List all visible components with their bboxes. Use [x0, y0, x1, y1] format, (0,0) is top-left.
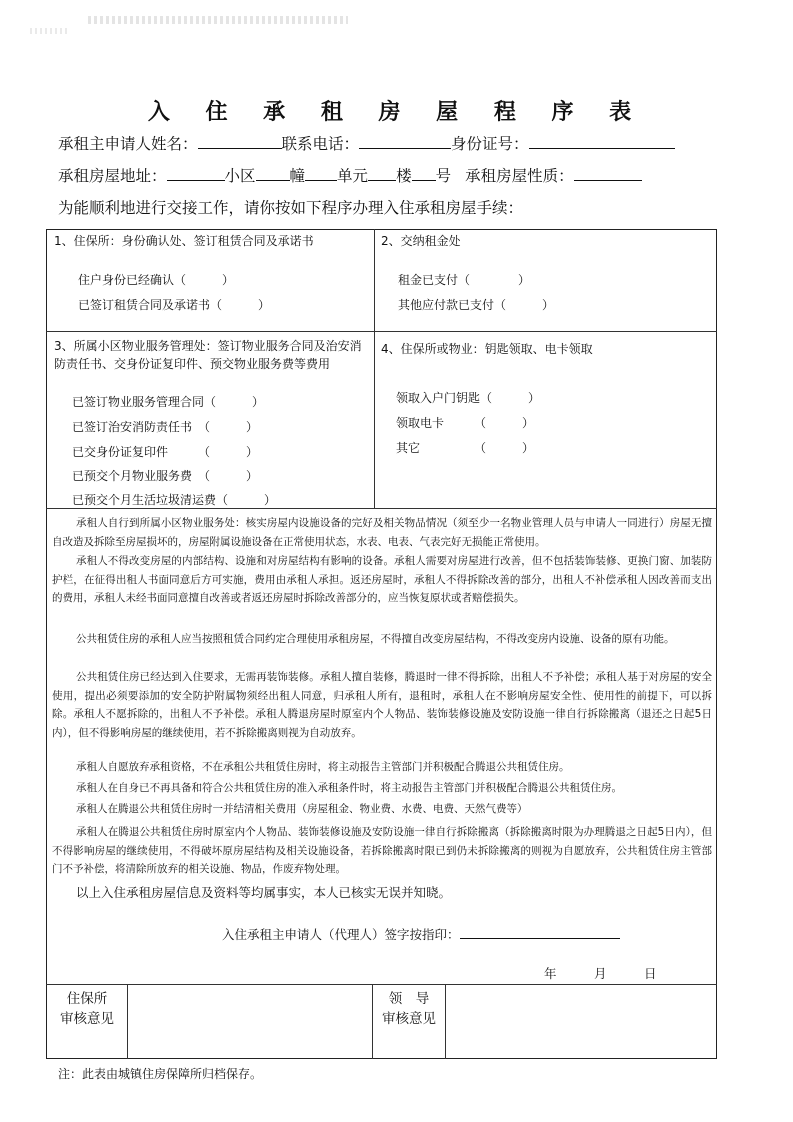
section-2-heading: 2、交纳租金处 — [381, 234, 461, 248]
review-label-line: 审核意见 — [60, 1011, 114, 1027]
leader-review-field[interactable] — [446, 985, 716, 1058]
nature-field[interactable] — [574, 166, 642, 181]
floor-field[interactable] — [368, 166, 396, 181]
number-field[interactable] — [412, 166, 436, 181]
phone-label: 联系电话： — [281, 135, 360, 153]
date-day-label: 日 — [644, 966, 657, 981]
terms-paragraph: 公共租赁住房已经达到入住要求，无需再装饰装修。承租人擅自装修，腾退时一律不得拆除，出租人不予补偿；承租人基于对房屋的安全使用，提出必须要添加的安全防护附属物须经出租人同意，归承租人所有，退租时，承租人在不影响房屋安全性、使用性的前提下，可以拆除。承租人不愿拆除的，出租人不予补偿。承租人腾退房屋时原室内个人物品、装饰装修设施及安防设施一律自行拆除搬离（退还之日起5日内），但不得影响房屋的继续使用，若不拆除搬离则视为自动放弃。 — [52, 671, 712, 739]
scan-noise — [88, 16, 348, 24]
address-label: 承租房屋地址： — [58, 167, 167, 185]
lease-signed-item: 已签订租赁合同及承诺书（ ） — [78, 298, 271, 312]
page-title: 入 住 承 租 房 屋 程 序 表 — [147, 99, 646, 125]
table-divider — [374, 229, 375, 508]
other-payments-item: 其他应付款已支付（ ） — [398, 298, 555, 312]
property-contract-item: 已签订物业服务管理合同（ ） — [72, 395, 265, 409]
section-4-heading: 4、住保所或物业：钥匙领取、电卡领取 — [381, 342, 593, 356]
review-label-line: 领 导 — [388, 991, 430, 1007]
id-number-field[interactable] — [529, 134, 675, 149]
signature-label: 入住承租主申请人（代理人）签字按指印： — [222, 927, 460, 942]
terms-paragraph: 承租人在腾退公共租赁住房时一并结清相关费用（房屋租金、物业费、水费、电费、天然气费等） — [76, 803, 528, 815]
address-line — [58, 164, 642, 186]
community-label: 小区 — [224, 167, 256, 185]
unit-field[interactable] — [305, 166, 337, 181]
applicant-name-field[interactable] — [198, 134, 282, 149]
terms-paragraph: 承租人在自身已不再具备和符合公共租赁住房的准入承租条件时，将主动报告主管部门并积极配合腾退公共租赁住房。 — [76, 782, 622, 794]
applicant-name-label: 承租主申请人姓名： — [58, 135, 198, 153]
confirmation-statement: 以上入住承租房屋信息及资料等均属事实，本人已核实无误并知晓。 — [76, 885, 452, 900]
terms-paragraph: 承租人自行到所属小区物业服务处：核实房屋内设施设备的完好及相关物品情况（须至少一名物业管理人员与申请人一同进行）房屋无擅自改造及拆除至房屋损坏的，房屋附属设施设备在正常使用状态，水表、电表、气表完好无损能正常使用。 — [52, 517, 712, 548]
table-divider — [372, 984, 373, 1059]
review-label-line: 住保所 — [66, 991, 108, 1007]
rent-paid-item: 租金已支付（ ） — [398, 273, 531, 287]
review-label-line: 审核意见 — [382, 1011, 436, 1027]
applicant-info-line — [58, 132, 675, 154]
date-month-label: 月 — [594, 966, 607, 981]
scan-noise — [30, 28, 70, 34]
terms-paragraph: 承租人不得改变房屋的内部结构、设施和对房屋结构有影响的设备。承租人需要对房屋进行改善，但不包括装饰装修、更换门窗、加装防护栏，在征得出租人书面同意后方可实施，费用由承租人承担。返还房屋时，承租人不得拆除改善的部分，出租人不补偿承租人因改善而支出的费用，承租人未经书面同意擅自改善或者返还房屋时拆除改善部分的，应当恢复原状或者赔偿损失。 — [52, 555, 712, 604]
terms-paragraph: 承租人在腾退公共租赁住房时原室内个人物品、装饰装修设施及安防设施一律自行拆除搬离（拆除搬离时限为办理腾退之日起5日内），但不得影响房屋的继续使用，不得破坏原房屋结构及相关设施设备，若拆除搬离时限已到仍未拆除搬离的则视为自愿放弃，公共租赁住房主管部门不予补偿，将清除所放弃的相关设施、物品，作废弃物处理。 — [52, 826, 712, 875]
table-divider — [46, 508, 717, 509]
identity-confirmed-item: 住户身份已经确认（ ） — [78, 273, 235, 287]
other-item: 其它 （ ） — [396, 441, 535, 455]
housing-office-review-field[interactable] — [128, 985, 371, 1058]
table-divider — [46, 331, 717, 332]
housing-office-review-label — [52, 989, 122, 1029]
instruction-text: 为能顺利地进行交接工作，请你按如下程序办理入住承租房屋手续： — [58, 199, 524, 217]
door-key-item: 领取入户门钥匙（ ） — [396, 391, 541, 405]
electric-card-item: 领取电卡 （ ） — [396, 416, 535, 430]
floor-label: 楼 — [396, 167, 412, 185]
property-fee-item: 已预交个月物业服务费 （ ） — [72, 469, 259, 483]
garbage-fee-item: 已预交个月生活垃圾清运费（ ） — [72, 493, 277, 507]
nature-label: 承租房屋性质： — [465, 167, 574, 185]
security-responsibility-item: 已签订治安消防责任书 （ ） — [72, 420, 259, 434]
section-3-heading: 3、所属小区物业服务管理处：签订物业服务合同及治安消防责任书、交身份证复印件、预交物业服务费等费用 — [54, 339, 362, 371]
unit-label: 单元 — [337, 167, 369, 185]
signature-field[interactable] — [460, 924, 620, 939]
date-year-label: 年 — [544, 966, 557, 981]
terms-paragraph: 公共租赁住房的承租人应当按照租赁合同约定合理使用承租房屋，不得擅自改变房屋结构，不得改变房内设施、设备的原有功能。 — [76, 633, 675, 645]
signature-line — [222, 924, 620, 943]
building-field[interactable] — [256, 166, 290, 181]
id-copy-item: 已交身份证复印件 （ ） — [72, 445, 259, 459]
building-label: 幢 — [289, 167, 306, 185]
phone-field[interactable] — [359, 134, 451, 149]
number-label: 号 — [435, 167, 452, 185]
terms-paragraph: 承租人自愿放弃承租资格，不在承租公共租赁住房时，将主动报告主管部门并积极配合腾退公共租赁住房。 — [76, 761, 570, 773]
id-label: 身份证号： — [451, 135, 529, 153]
community-field[interactable] — [167, 166, 225, 181]
footer-note: 注：此表由城镇住房保障所归档保存。 — [58, 1067, 263, 1081]
section-1-heading: 1、住保所：身份确认处、签订租赁合同及承诺书 — [54, 234, 314, 248]
leader-review-label — [375, 989, 443, 1029]
